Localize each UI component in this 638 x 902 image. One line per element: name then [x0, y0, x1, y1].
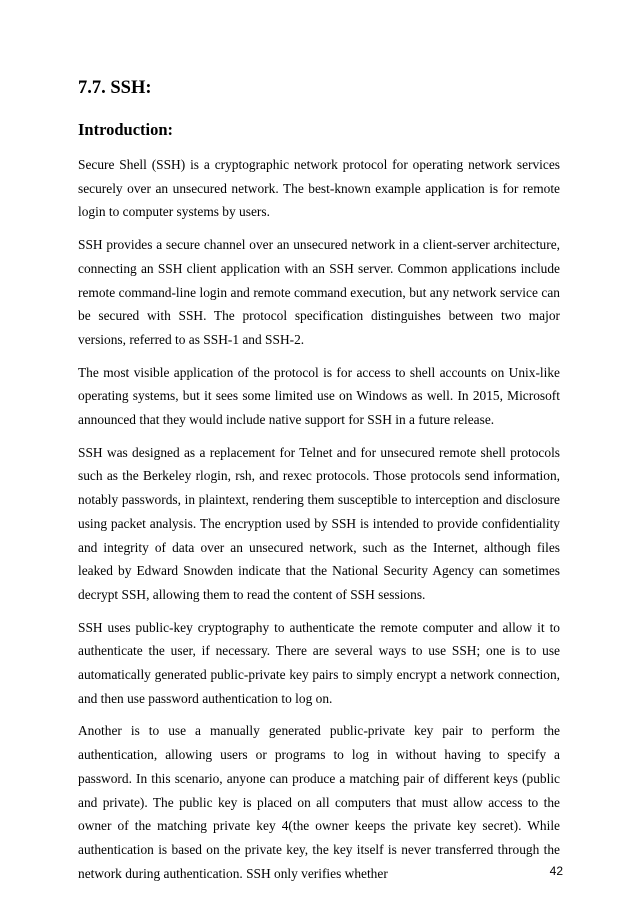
- subsection-title: Introduction:: [78, 120, 174, 139]
- paragraph: SSH provides a secure channel over an unsecured network in a client-server architecture, connecting an SSH client application with an SSH server. Common applications include remote command-line login and remote command execution, but any network service can be secured with SSH. The protocol specification distinguishes between two major versions, referred to as SSH-1 and SSH-2.: [78, 237, 560, 347]
- paragraph: SSH uses public-key cryptography to authenticate the remote computer and allow it to authenticate the user, if necessary. There are several ways to use SSH; one is to use automatically generated public-private key pairs to simply encrypt a network connection, and then use password authentication to log on.: [78, 619, 560, 706]
- paragraph: Secure Shell (SSH) is a cryptographic network protocol for operating network services securely over an unsecured network. The best-known example application is for remote login to computer systems by users.: [78, 157, 560, 220]
- paragraph: The most visible application of the protocol is for access to shell accounts on Unix-like operating systems, but it sees some limited use on Windows as well. In 2015, Microsoft announced that they would include native support for SSH in a future release.: [78, 364, 560, 428]
- page-number: 42: [549, 864, 563, 878]
- body-text: [78, 153, 560, 894]
- paragraph: SSH was designed as a replacement for Telnet and for unsecured remote shell protocols such as the Berkeley rlogin, rsh, and rexec protocols. Those protocols send information, notably passwords, in plaintext, rendering them susceptible to interception and disclosure using packet analysis. The encryption used by SSH is intended to provide confidentiality and integrity of data over an unsecured network, such as the Internet, although files leaked by Edward Snowden indicate that the National Security Agency can sometimes decrypt SSH, allowing them to read the content of SSH sessions.: [78, 444, 560, 602]
- paragraph: Another is to use a manually generated public-private key pair to perform the authentication, allowing users or programs to log in without having to specify a password. In this scenario, anyone can produce a matching pair of different keys (public and private). The public key is placed on all computers that must allow access to the owner of the matching private key 4(the owner keeps the private key secret). While authentication is based on the private key, the key itself is never transferred through the network during authentication. SSH only verifies whether: [78, 723, 560, 881]
- section-title: 7.7. SSH:: [78, 78, 152, 98]
